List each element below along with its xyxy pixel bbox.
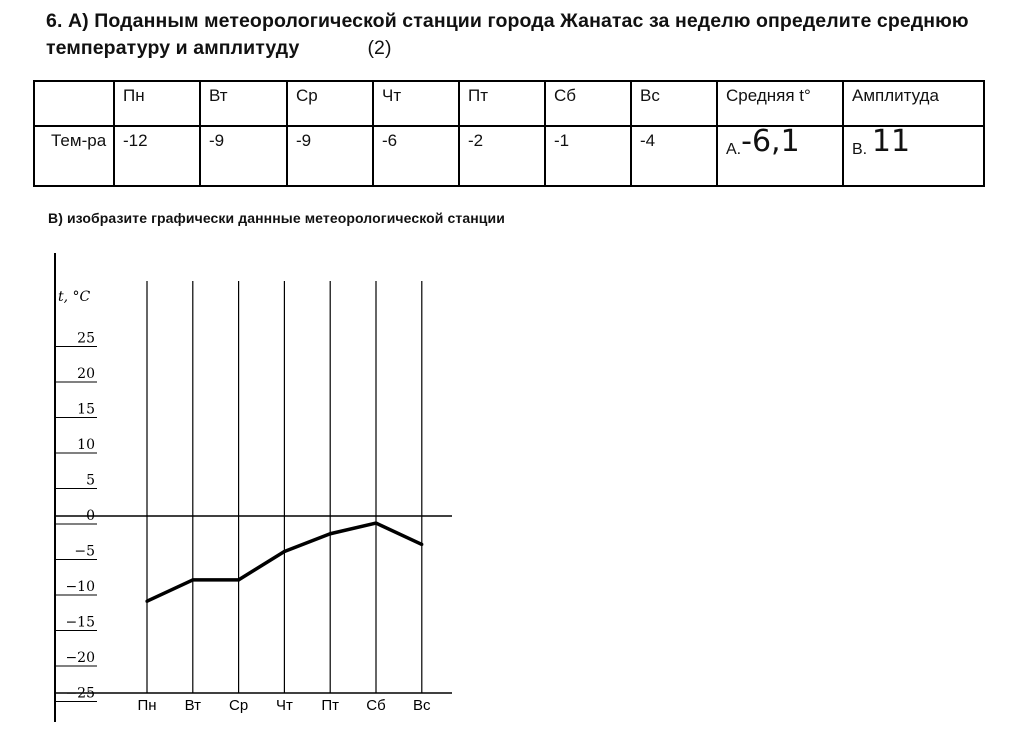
table-header-cell: Ср: [287, 81, 373, 126]
table-header-cell: Пн: [114, 81, 200, 126]
y-tick-label: −25: [65, 685, 95, 702]
y-tick-label: 20: [77, 366, 95, 382]
x-tick-label: Ср: [229, 697, 249, 714]
table-header-cell: Вт: [200, 81, 287, 126]
task-title-text: 6. А) Поданным метеорологической станции города Жанатас за неделю определите среднюю температуру и амплитуду: [46, 10, 969, 59]
table-header-cell: Пт: [459, 81, 545, 126]
data-point: [374, 522, 377, 525]
table-header-amplitude: Амплитуда: [843, 81, 984, 126]
table-header-mean: Средняя t°: [717, 81, 843, 126]
data-point: [145, 600, 148, 603]
mean-answer: -6,1: [741, 125, 800, 159]
data-point: [191, 578, 194, 581]
temperature-line-chart: [40, 248, 470, 723]
table-header-cell: Вс: [631, 81, 717, 126]
y-tick-label: −5: [74, 543, 95, 560]
table-cell: -1: [545, 126, 631, 186]
x-tick-label: Чт: [275, 697, 293, 714]
temperature-table: [33, 80, 985, 187]
task-subtitle: В) изобразите графически даннные метеорологической станции: [48, 210, 505, 226]
x-tick-label: Вс: [413, 697, 431, 714]
amplitude-answer: 11: [871, 125, 911, 159]
x-tick-label: Вт: [184, 697, 201, 714]
table-cell: -9: [200, 126, 287, 186]
data-point: [420, 543, 423, 546]
table-data-row: [34, 126, 984, 186]
y-tick-label: 10: [77, 437, 95, 453]
mean-prefix: А.: [726, 140, 742, 158]
y-tick-label: −10: [65, 579, 95, 595]
amplitude-cell: [843, 126, 984, 186]
table-cell: -12: [114, 126, 200, 186]
y-tick-label: 0: [86, 508, 95, 524]
y-tick-label: 15: [77, 401, 95, 418]
table-header-cell: Сб: [545, 81, 631, 126]
table-cell: -4: [631, 126, 717, 186]
task-points: (2): [367, 37, 392, 59]
table-cell: -6: [373, 126, 459, 186]
y-tick-label: −20: [65, 650, 95, 666]
data-point: [329, 532, 332, 535]
table-corner-cell: [34, 81, 114, 126]
x-tick-label: Пн: [137, 697, 157, 714]
table-cell: -9: [287, 126, 373, 186]
x-tick-label: Сб: [366, 697, 386, 714]
y-tick-label: −15: [65, 614, 95, 631]
y-tick-label: 25: [77, 330, 95, 347]
data-point: [237, 578, 240, 581]
table-header-cell: Чт: [373, 81, 459, 126]
table-row-label: Тем-ра: [34, 126, 114, 186]
table-cell: -2: [459, 126, 545, 186]
task-title: [46, 8, 1021, 62]
mean-cell: [717, 126, 843, 186]
y-axis-label: t, °C: [58, 289, 91, 305]
y-tick-label: 5: [86, 472, 95, 489]
amplitude-prefix: В.: [852, 140, 868, 158]
x-tick-label: Пт: [321, 697, 340, 714]
data-point: [283, 550, 286, 553]
table-header-row: [34, 81, 984, 126]
